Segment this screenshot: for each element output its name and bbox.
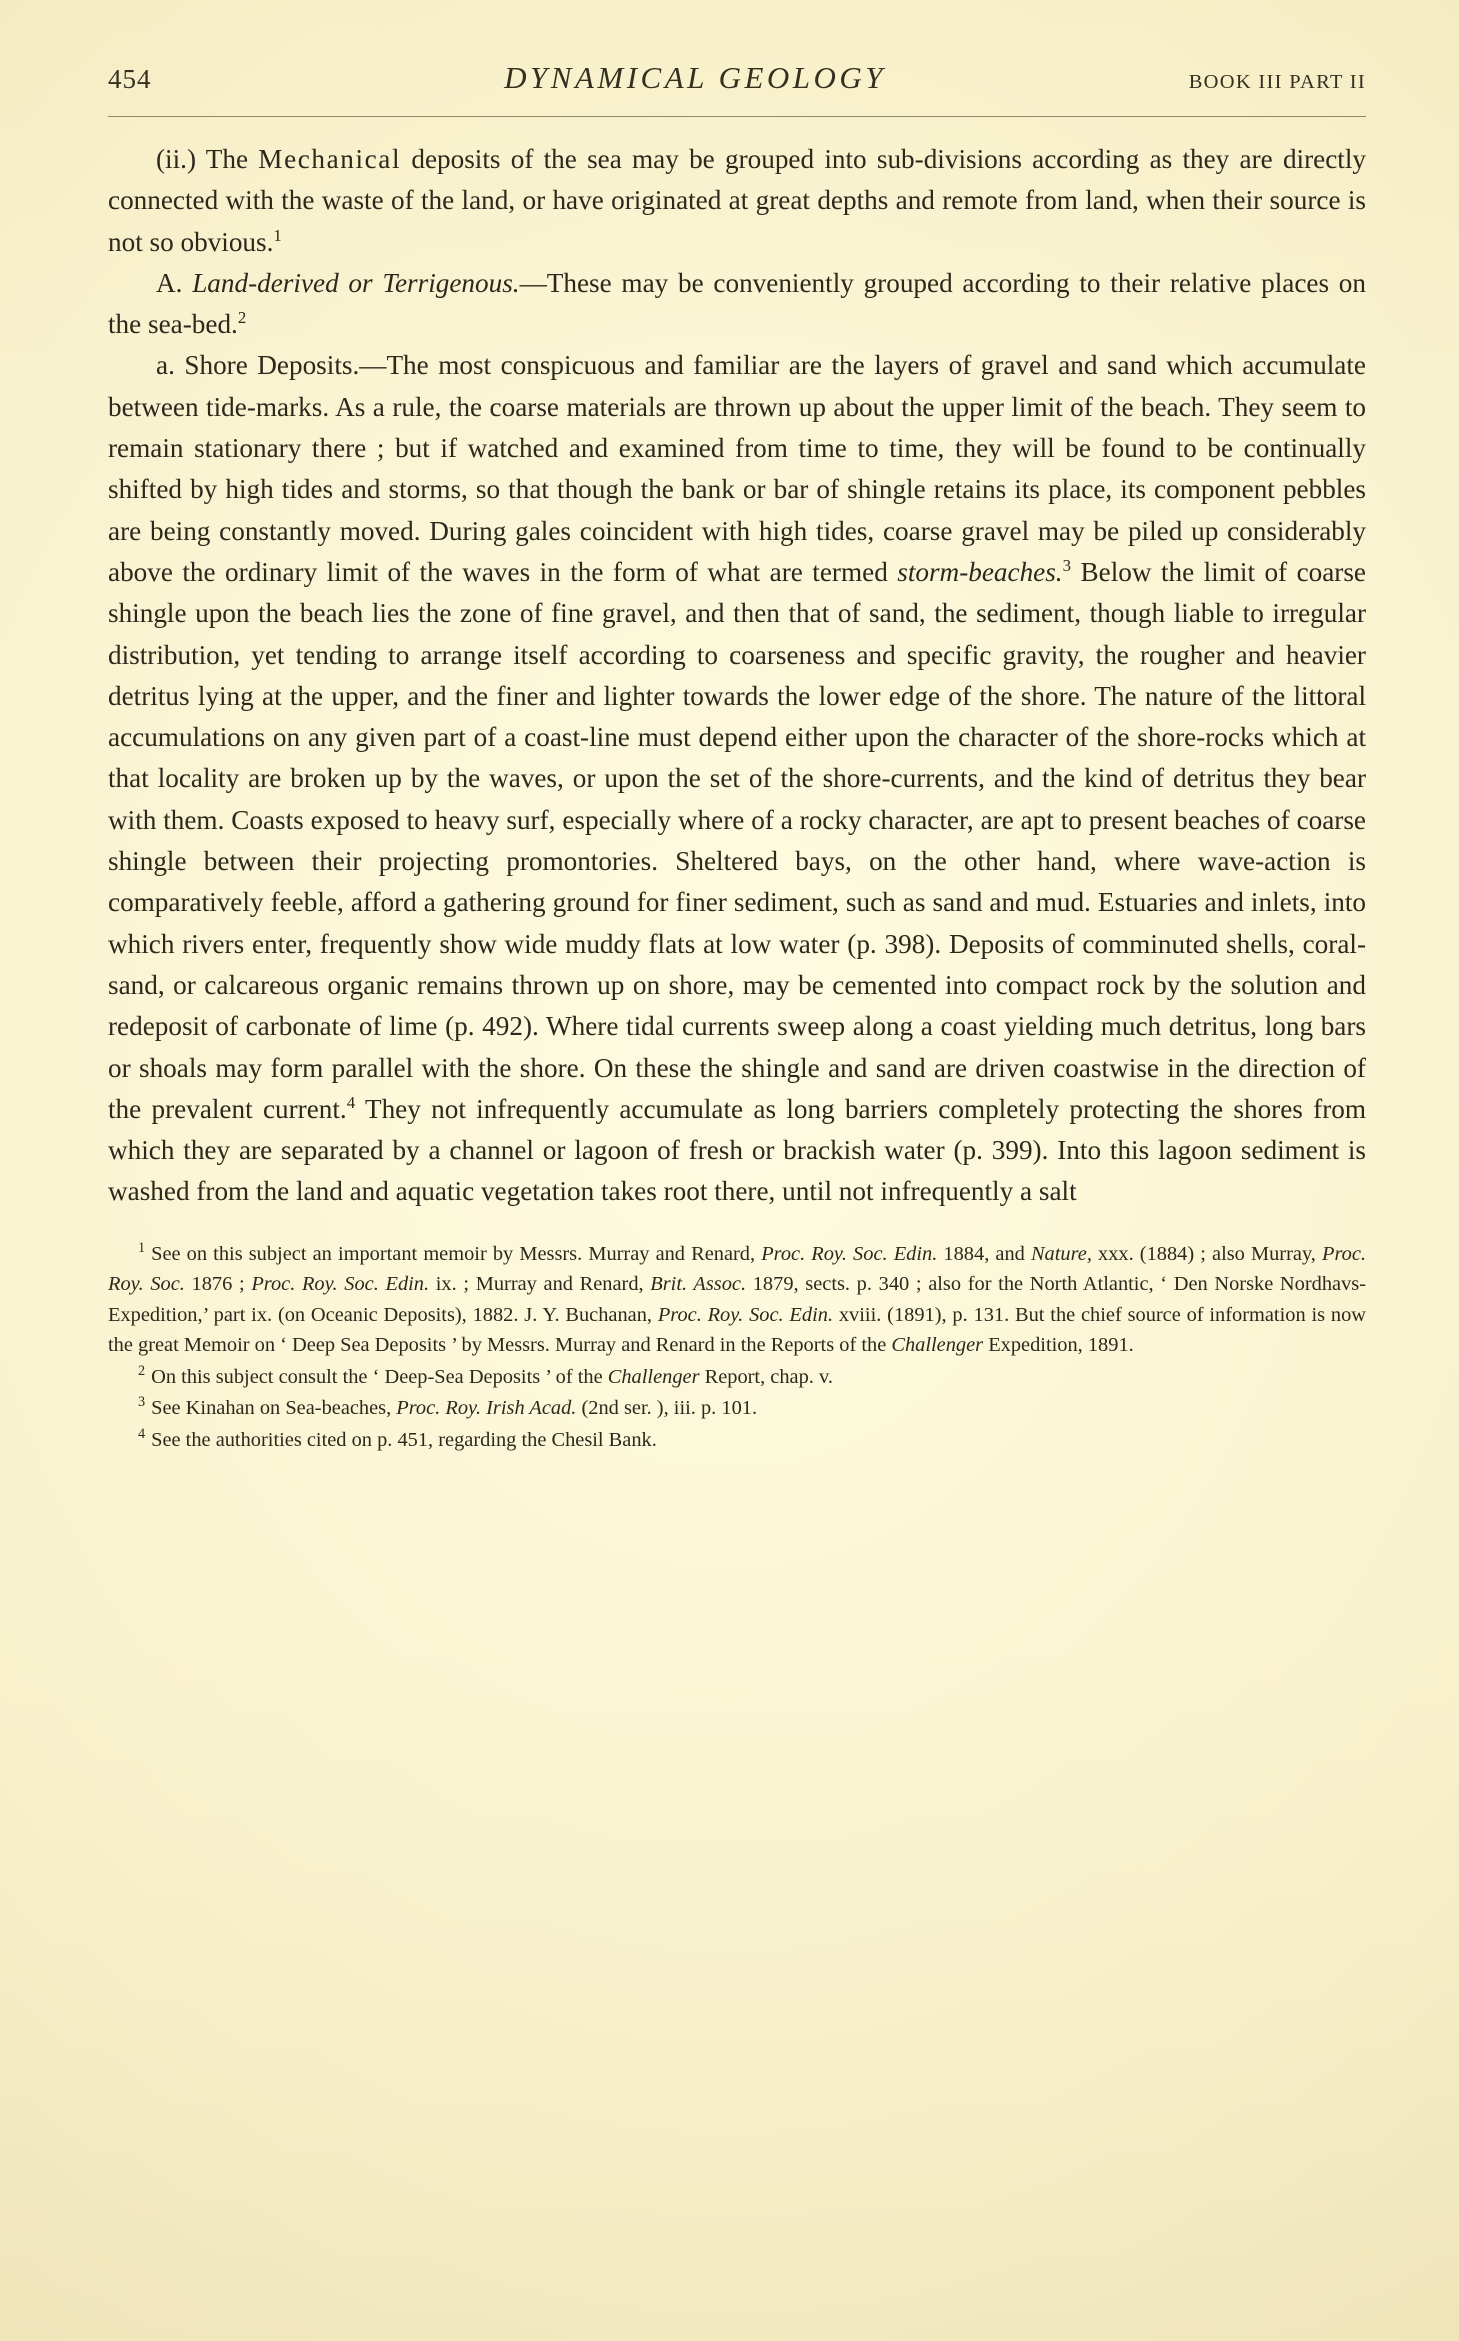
footnote-text: On this subject consult the ‘ Deep-Sea Deposits ’ of the	[151, 1365, 608, 1388]
footnote-3	[108, 1393, 1366, 1424]
footnote-text: Brit. Assoc.	[650, 1273, 747, 1296]
footnote-2	[108, 1362, 1366, 1393]
footnote-text: 1876 ;	[184, 1273, 252, 1296]
footnote-ref-3: 3	[1062, 555, 1072, 575]
footnote-text: xviii. (1891), p. 131. But the chief source of information is now the great Memoir on ‘ Deep Sea Deposits ’ by Messrs. Murray and Renard in the Reports of the	[108, 1303, 1366, 1357]
footnote-text: 1884, and	[937, 1242, 1031, 1265]
header-rule	[108, 116, 1366, 117]
footnote-text: See Kinahan on Sea-beaches,	[151, 1397, 397, 1420]
footnote-ref-1: 1	[273, 225, 282, 245]
para3-label: a. Shore Deposits.	[156, 350, 360, 381]
page-number: 454	[108, 64, 152, 94]
footnote-text: Proc. Roy. Soc. Edin.	[761, 1242, 938, 1265]
footnote-4	[108, 1425, 1366, 1456]
footnote-text: Report, chap. v.	[699, 1365, 833, 1388]
footnote-1	[108, 1239, 1366, 1361]
book-part-label: BOOK III PART II	[1188, 71, 1366, 93]
footnote-text: Challenger	[891, 1334, 984, 1357]
footnote-ref-2: 2	[237, 308, 247, 328]
para1-emphasis: Mechanical	[258, 144, 402, 174]
para3-italic-term: storm-beaches.	[897, 556, 1063, 587]
para2-text: —These may be conveniently grouped according to their relative places on the sea-bed.	[108, 267, 1366, 340]
footnote-marker: 2	[138, 1362, 146, 1379]
footnote-text: Proc. Roy. Soc.	[108, 1242, 1366, 1296]
footnote-text: Proc. Roy. Irish Acad.	[396, 1397, 577, 1420]
body-text	[108, 139, 1366, 1213]
footnote-text: ix. ; Murray and Renard,	[429, 1273, 651, 1296]
para2-label: A.	[156, 267, 193, 298]
paragraph-land-derived	[108, 263, 1366, 346]
para3-part3: They not infrequently accumulate as long barriers completely protecting the shores from which they are separated by a channel or lagoon of fresh or brackish water (p. 399). Into this lagoon sediment is washed from the land and aquatic vegetation takes root there, until not infrequently a salt	[108, 1093, 1367, 1207]
paragraph-shore-deposits	[108, 345, 1366, 1212]
para3-part2: Below the limit of coarse shingle upon the beach lies the zone of fine gravel, and then that of sand, the sediment, though liable to irregular distribution, yet tending to arrange itself according to coarseness and specific gravity, the rougher and heavier detritus lying at the upper, and the finer and lighter towards the lower edge of the shore. The nature of the littoral accumulations on any given part of a coast-line must depend either upon the character of the shore-rocks which at that locality are broken up by the waves, or upon the set of the shore-currents, and the kind of detritus they bear with them. Coasts exposed to heavy surf, especially where of a rocky character, are apt to present beaches of coarse shingle between their projecting promontories. Sheltered bays, on the other hand, where wave-action is comparatively feeble, afford a gathering ground for finer sediment, such as sand and mud. Estuaries and inlets, into which rivers enter, frequently show wide muddy flats at low water (p. 398). Deposits of comminuted shells, coral-sand, or calcareous organic remains thrown up on shore, may be cemented into compact rock by the solution and redeposit of carbonate of lime (p. 492). Where tidal currents sweep along a coast yielding much detritus, long bars or shoals may form parallel with the shore. On these the shingle and sand are driven coastwise in the direction of the prevalent current.	[108, 556, 1366, 1124]
footnote-text: Expedition, 1891.	[983, 1334, 1134, 1357]
footnote-text: Proc. Roy. Soc. Edin.	[657, 1303, 834, 1326]
para2-title: Land-derived or Terrigenous.	[192, 267, 520, 298]
para1-rest: deposits of the sea may be grouped into sub-divisions according as they are directly connected with the waste of the land, or have originated at great depths and remote from land, when their source is not so obvious.	[108, 144, 1366, 257]
running-title: DYNAMICAL GEOLOGY	[504, 60, 887, 95]
footnote-text: xxx. (1884) ; also Murray,	[1091, 1242, 1323, 1265]
footnote-text: Proc. Roy. Soc. Edin.	[251, 1273, 430, 1296]
paragraph-mechanical-deposits	[108, 139, 1366, 263]
footnotes-section	[108, 1239, 1366, 1456]
footnote-text: (2nd ser. ), iii. p. 101.	[576, 1397, 758, 1420]
footnote-ref-4: 4	[346, 1092, 356, 1112]
page-content	[108, 60, 1366, 1456]
footnote-marker: 4	[138, 1425, 146, 1442]
footnote-marker: 3	[138, 1394, 146, 1411]
running-head	[108, 60, 1366, 100]
footnote-text: Challenger	[607, 1365, 700, 1388]
footnote-text: Nature,	[1030, 1242, 1092, 1265]
footnote-text: See on this subject an important memoir by Messrs. Murray and Renard,	[151, 1242, 762, 1265]
footnote-text: See the authorities cited on p. 451, regarding the Chesil Bank.	[151, 1428, 657, 1451]
footnote-text: 1879, sects. p. 340 ; also for the North Atlantic, ‘ Den Norske Nordhavs-Expedition,’ part ix. (on Oceanic Deposits), 1882. J. Y. Buchanan,	[108, 1273, 1366, 1326]
footnote-marker: 1	[138, 1239, 146, 1256]
para3-part1: —The most conspicuous and familiar are the layers of gravel and sand which accumulate between tide-marks. As a rule, the coarse materials are thrown up about the upper limit of the beach. They seem to remain stationary there ; but if watched and examined from time to time, they will be found to be continually shifted by high tides and storms, so that though the bank or bar of shingle retains its place, its component pebbles are being constantly moved. During gales coincident with high tides, coarse gravel may be piled up considerably above the ordinary limit of the waves in the form of what are termed	[108, 350, 1366, 587]
para1-lead: (ii.) The	[156, 144, 259, 174]
